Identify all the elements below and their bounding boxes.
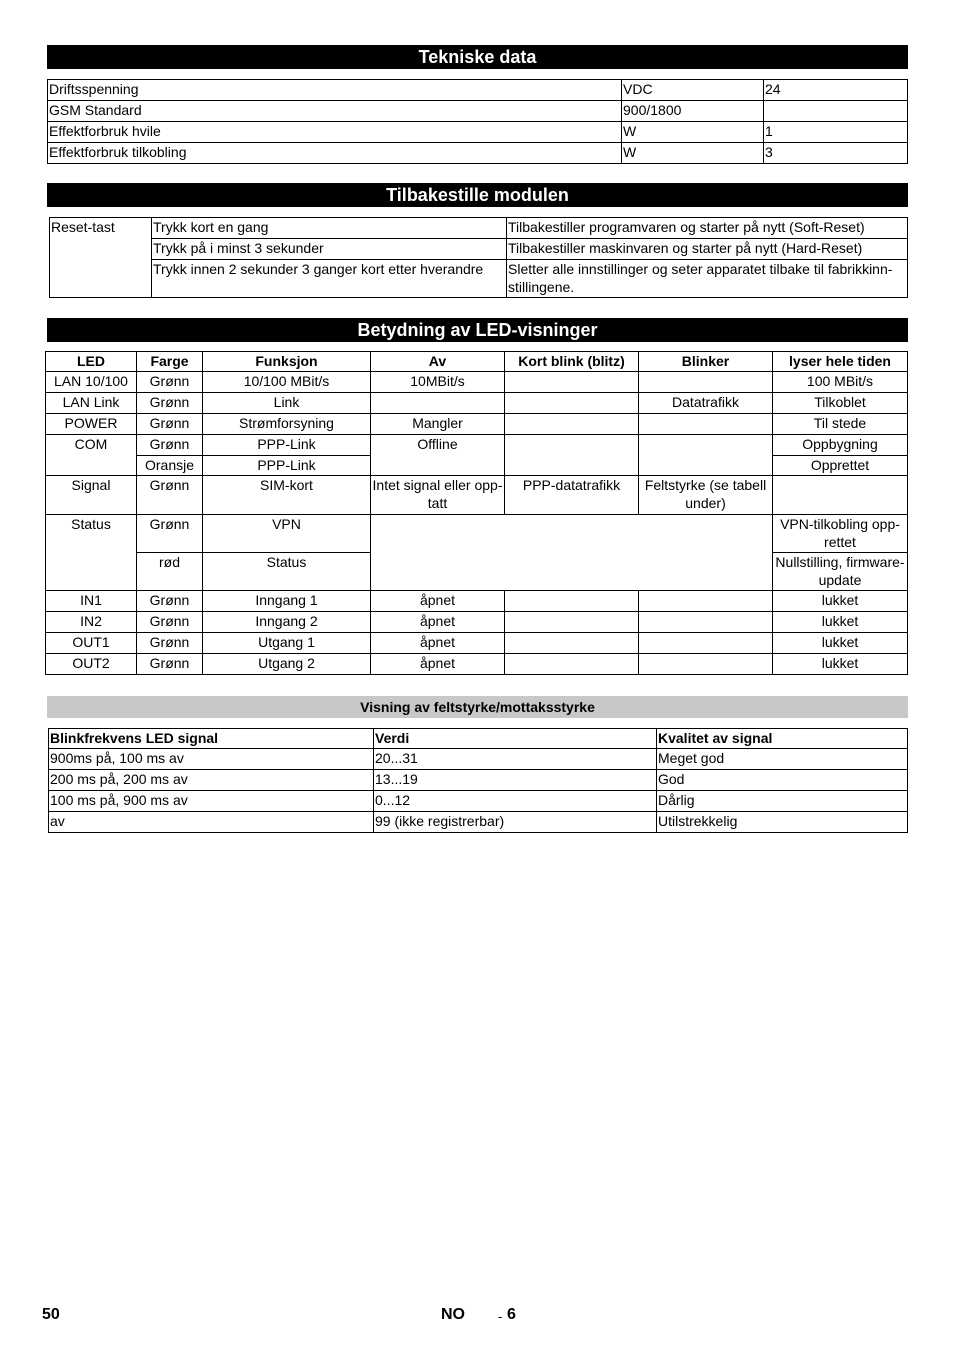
led-row-io	[46, 654, 908, 675]
led-cell: lukket	[773, 612, 908, 633]
led-cell: åpnet	[371, 591, 505, 612]
led-cell: Grønn	[137, 591, 203, 612]
signal-cell: 0...12	[374, 791, 657, 812]
signal-section-title: Visning av feltstyrke/mottaksstyrke	[47, 696, 908, 718]
led-cell: Tilkoblet	[773, 393, 908, 414]
led-header-row	[46, 352, 908, 372]
led-cell	[639, 372, 773, 393]
led-cell: Datatrafikk	[639, 393, 773, 414]
led-cell: Intet signal eller opp-tatt	[371, 476, 505, 515]
tech-cell: 3	[764, 143, 908, 164]
led-cell: åpnet	[371, 612, 505, 633]
led-cell: Grønn	[137, 633, 203, 654]
led-cell: Status	[46, 515, 137, 591]
led-cell: rød	[137, 553, 203, 591]
led-cell: Feltstyrke (se tabell under)	[639, 476, 773, 515]
led-cell	[371, 393, 505, 414]
tech-cell: GSM Standard	[48, 101, 622, 122]
language-code: NO	[441, 1306, 465, 1323]
signal-row	[49, 812, 908, 833]
led-row-io	[46, 633, 908, 654]
led-cell: Til stede	[773, 414, 908, 435]
led-row-power	[46, 414, 908, 435]
led-row-lan-link	[46, 393, 908, 414]
led-cell: Oransje	[137, 456, 203, 476]
signal-cell: Meget god	[657, 749, 908, 770]
signal-header: Kvalitet av signal	[657, 729, 908, 749]
led-cell	[505, 393, 639, 414]
led-cell	[639, 612, 773, 633]
led-cell: VPN-tilkobling opp-rettet	[773, 515, 908, 553]
led-cell: LAN Link	[46, 393, 137, 414]
led-cell: Opprettet	[773, 456, 908, 476]
led-cell: POWER	[46, 414, 137, 435]
footer-dash: -	[498, 1309, 503, 1324]
page-number: 50	[42, 1306, 60, 1323]
tech-cell: W	[622, 122, 764, 143]
led-cell: lukket	[773, 654, 908, 675]
reset-action: Trykk kort en gang	[152, 218, 507, 239]
led-cell: Status	[203, 553, 371, 591]
led-cell	[505, 591, 639, 612]
led-cell: Grønn	[137, 612, 203, 633]
led-cell: LAN 10/100	[46, 372, 137, 393]
tech-row	[48, 80, 908, 101]
led-row-status	[46, 515, 908, 553]
led-cell: Signal	[46, 476, 137, 515]
led-cell: Oppbygning	[773, 435, 908, 456]
led-row-io	[46, 591, 908, 612]
led-cell	[505, 372, 639, 393]
reset-effect: Tilbakestiller programvaren og starter på nytt (Soft-Reset)	[507, 218, 908, 239]
led-cell	[505, 612, 639, 633]
led-cell: lukket	[773, 633, 908, 654]
led-cell: Strømforsyning	[203, 414, 371, 435]
led-header: LED	[46, 352, 137, 372]
led-cell: IN2	[46, 612, 137, 633]
signal-row	[49, 791, 908, 812]
section-page-number: 6	[507, 1306, 516, 1323]
tech-row	[48, 143, 908, 164]
led-cell: Grønn	[137, 476, 203, 515]
signal-header: Blinkfrekvens LED signal	[49, 729, 374, 749]
signal-header: Verdi	[374, 729, 657, 749]
led-cell: PPP-Link	[203, 435, 371, 456]
led-cell: lukket	[773, 591, 908, 612]
led-cell: Offline	[371, 435, 505, 476]
led-cell: Mangler	[371, 414, 505, 435]
led-cell: COM	[46, 435, 137, 476]
signal-cell: 100 ms på, 900 ms av	[49, 791, 374, 812]
reset-section-title: Tilbakestille modulen	[47, 183, 908, 207]
led-cell	[505, 435, 639, 476]
led-cell: Link	[203, 393, 371, 414]
signal-cell: 99 (ikke registrerbar)	[374, 812, 657, 833]
led-row-com	[46, 435, 908, 456]
led-header: Av	[371, 352, 505, 372]
led-cell	[639, 591, 773, 612]
led-cell	[773, 476, 908, 515]
led-header: lyser hele tiden	[773, 352, 908, 372]
led-cell	[639, 414, 773, 435]
led-section-title: Betydning av LED-visninger	[47, 318, 908, 342]
led-header: Blinker	[639, 352, 773, 372]
led-cell: Grønn	[137, 654, 203, 675]
reset-action: Trykk på i minst 3 sekunder	[152, 239, 507, 260]
tech-cell: 24	[764, 80, 908, 101]
led-cell: Grønn	[137, 393, 203, 414]
signal-cell: 13...19	[374, 770, 657, 791]
tech-cell: VDC	[622, 80, 764, 101]
led-cell: Grønn	[137, 515, 203, 553]
led-cell: Grønn	[137, 435, 203, 456]
signal-cell: Dårlig	[657, 791, 908, 812]
led-cell: 100 MBit/s	[773, 372, 908, 393]
led-cell: 10MBit/s	[371, 372, 505, 393]
led-row-signal	[46, 476, 908, 515]
led-cell: OUT2	[46, 654, 137, 675]
tech-cell: 900/1800	[622, 101, 764, 122]
reset-effect: Tilbakestiller maskinvaren og starter på nytt (Hard-Reset)	[507, 239, 908, 260]
tech-row	[48, 122, 908, 143]
tech-cell	[764, 101, 908, 122]
reset-key-cell: Reset-tast	[50, 218, 152, 298]
reset-table	[49, 217, 908, 298]
signal-cell: av	[49, 812, 374, 833]
led-cell: SIM-kort	[203, 476, 371, 515]
led-cell: åpnet	[371, 654, 505, 675]
led-cell	[639, 435, 773, 476]
led-header: Kort blink (blitz)	[505, 352, 639, 372]
led-cell-merged	[371, 515, 773, 591]
led-row-lan	[46, 372, 908, 393]
led-cell: IN1	[46, 591, 137, 612]
tech-row	[48, 101, 908, 122]
signal-cell: 900ms på, 100 ms av	[49, 749, 374, 770]
led-cell	[505, 654, 639, 675]
led-header: Farge	[137, 352, 203, 372]
tech-table	[47, 79, 908, 164]
signal-cell: God	[657, 770, 908, 791]
reset-action: Trykk innen 2 sekunder 3 ganger kort etter hverandre	[152, 260, 507, 298]
led-cell: VPN	[203, 515, 371, 553]
led-cell	[639, 654, 773, 675]
led-cell: Nullstilling, firmware-update	[773, 553, 908, 591]
led-table	[45, 351, 908, 675]
tech-section-title: Tekniske data	[47, 45, 908, 69]
led-cell: Grønn	[137, 372, 203, 393]
signal-cell: 200 ms på, 200 ms av	[49, 770, 374, 791]
led-header: Funksjon	[203, 352, 371, 372]
tech-cell: Effektforbruk hvile	[48, 122, 622, 143]
led-cell	[505, 633, 639, 654]
tech-cell: W	[622, 143, 764, 164]
led-cell: 10/100 MBit/s	[203, 372, 371, 393]
led-cell: Inngang 2	[203, 612, 371, 633]
signal-table	[48, 728, 908, 833]
led-cell: Utgang 1	[203, 633, 371, 654]
led-cell	[505, 414, 639, 435]
led-cell: Inngang 1	[203, 591, 371, 612]
led-cell: PPP-Link	[203, 456, 371, 476]
signal-row	[49, 770, 908, 791]
led-cell: PPP-datatrafikk	[505, 476, 639, 515]
led-cell: Utgang 2	[203, 654, 371, 675]
led-cell: Grønn	[137, 414, 203, 435]
led-cell	[639, 633, 773, 654]
led-cell: åpnet	[371, 633, 505, 654]
tech-cell: 1	[764, 122, 908, 143]
tech-cell: Driftsspenning	[48, 80, 622, 101]
reset-effect: Sletter alle innstillinger og seter apparatet tilbake til fabrikkinn-stillingene.	[507, 260, 908, 298]
signal-row	[49, 749, 908, 770]
tech-cell: Effektforbruk tilkobling	[48, 143, 622, 164]
signal-cell: 20...31	[374, 749, 657, 770]
led-cell: OUT1	[46, 633, 137, 654]
signal-cell: Utilstrekkelig	[657, 812, 908, 833]
led-row-io	[46, 612, 908, 633]
